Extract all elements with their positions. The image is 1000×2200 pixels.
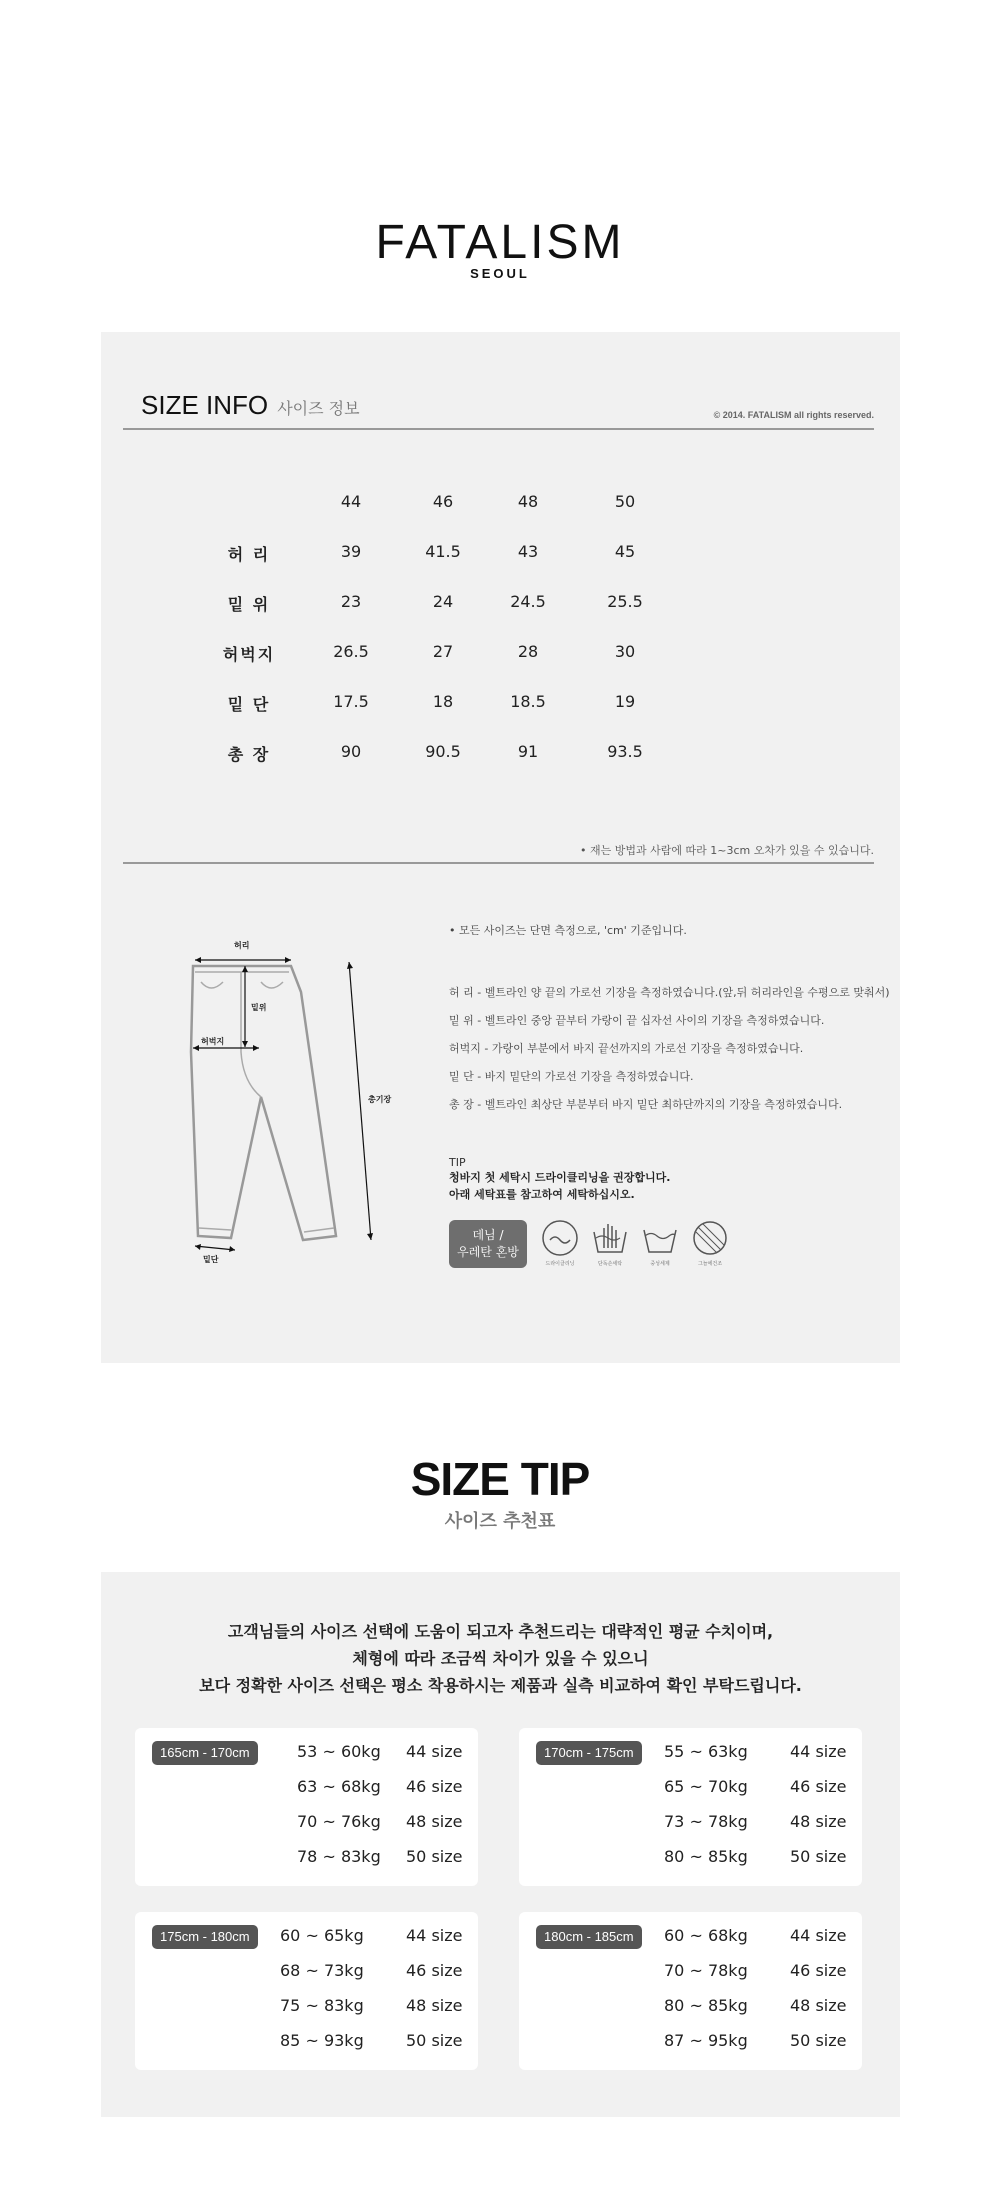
copyright: © 2014. FATALISM all rights reserved. bbox=[713, 410, 874, 420]
care-icon-item bbox=[685, 1218, 735, 1267]
size-value: 46 size bbox=[790, 1777, 847, 1796]
care-caption: 단독손세탁 bbox=[597, 1261, 623, 1267]
length-label: 총기장 bbox=[368, 1095, 392, 1104]
table-cell: 93.5 bbox=[607, 742, 643, 761]
size-value: 48 size bbox=[790, 1812, 847, 1831]
pants-icon bbox=[171, 932, 401, 1262]
size-header: 46 bbox=[432, 492, 454, 511]
table-cell: 27 bbox=[432, 642, 454, 661]
neutral-detergent-icon bbox=[640, 1218, 680, 1258]
size-value: 44 size bbox=[406, 1742, 463, 1761]
table-cell: 24.5 bbox=[510, 592, 546, 611]
badge-line: 우레탄 혼방 bbox=[457, 1245, 519, 1259]
size-info-subtitle: 사이즈 정보 bbox=[277, 399, 360, 418]
weight-range: 65 ~ 70kg bbox=[664, 1777, 748, 1796]
size-value: 46 size bbox=[790, 1961, 847, 1980]
size-value: 48 size bbox=[406, 1812, 463, 1831]
weight-range: 87 ~ 95kg bbox=[664, 2031, 748, 2050]
care-icon-item bbox=[535, 1218, 585, 1267]
weight-range: 63 ~ 68kg bbox=[297, 1777, 381, 1796]
table-cell: 30 bbox=[614, 642, 636, 661]
row-label: 밑 단 bbox=[227, 695, 271, 714]
tip-line: 아래 세탁표를 참고하여 세탁하십시오. bbox=[449, 1188, 635, 1201]
measurement-guide bbox=[449, 922, 890, 1111]
table-cell: 91 bbox=[517, 742, 539, 761]
wash-tip bbox=[449, 1156, 670, 1203]
tip-label: TIP bbox=[449, 1156, 466, 1169]
brand-logo bbox=[0, 218, 1000, 281]
dry-clean-icon bbox=[540, 1218, 580, 1258]
measure-item: 허벅지 - 가랑이 부분에서 바지 끝선까지의 가로선 기장을 측정하였습니다. bbox=[449, 1042, 804, 1055]
measure-item: 밑 단 - 바지 밑단의 가로선 기장을 측정하였습니다. bbox=[449, 1070, 694, 1083]
weight-range: 70 ~ 76kg bbox=[297, 1812, 381, 1831]
weight-range: 60 ~ 68kg bbox=[664, 1926, 748, 1945]
intro-line: 고객님들의 사이즈 선택에 도움이 되고자 추천드리는 대략적인 평균 수치이며, bbox=[227, 1622, 774, 1641]
measurement-note: • 재는 방법과 사람에 따라 1~3cm 오차가 있을 수 있습니다. bbox=[580, 844, 874, 857]
tip-line: 청바지 첫 세탁시 드라이클리닝을 권장합니다. bbox=[449, 1171, 671, 1184]
intro-line: 체형에 따라 조금씩 차이가 있을 수 있으니 bbox=[352, 1649, 649, 1668]
table-row bbox=[101, 642, 900, 666]
shade-dry-icon bbox=[690, 1218, 730, 1258]
size-tip-subtitle: 사이즈 추천표 bbox=[444, 1511, 556, 1532]
measure-item: 밑 위 - 벨트라인 중앙 끝부터 가랑이 끝 십자선 사이의 기장을 측정하였습니다. bbox=[449, 1014, 825, 1027]
size-header: 44 bbox=[340, 492, 362, 511]
weight-range: 55 ~ 63kg bbox=[664, 1742, 748, 1761]
care-caption: 중성세제 bbox=[650, 1261, 670, 1267]
row-label: 총 장 bbox=[227, 745, 271, 764]
size-header: 50 bbox=[614, 492, 636, 511]
measure-intro: • 모든 사이즈는 단면 측정으로, 'cm' 기준입니다. bbox=[449, 924, 687, 937]
row-label: 밑 위 bbox=[227, 595, 271, 614]
size-value: 50 size bbox=[790, 1847, 847, 1866]
size-value: 50 size bbox=[790, 2031, 847, 2050]
hand-wash-icon bbox=[590, 1218, 630, 1258]
table-cell: 41.5 bbox=[425, 542, 461, 561]
size-card bbox=[135, 1912, 478, 2070]
table-cell: 23 bbox=[340, 592, 362, 611]
size-card bbox=[519, 1728, 862, 1886]
care-caption: 드라이클리닝 bbox=[545, 1261, 575, 1267]
size-table-header bbox=[101, 492, 900, 516]
size-value: 46 size bbox=[406, 1777, 463, 1796]
thigh-label: 허벅지 bbox=[201, 1037, 225, 1046]
table-cell: 19 bbox=[614, 692, 636, 711]
table-cell: 43 bbox=[517, 542, 539, 561]
size-info-title: SIZE INFO bbox=[141, 390, 269, 420]
table-cell: 17.5 bbox=[333, 692, 369, 711]
table-cell: 18 bbox=[432, 692, 454, 711]
size-card bbox=[519, 1912, 862, 2070]
weight-range: 80 ~ 85kg bbox=[664, 1996, 748, 2015]
brand-sub: SEOUL bbox=[470, 266, 530, 281]
size-value: 48 size bbox=[406, 1996, 463, 2015]
row-label: 허벅지 bbox=[222, 645, 276, 664]
care-caption: 그늘에건조 bbox=[697, 1261, 723, 1267]
care-icon-item bbox=[585, 1218, 635, 1267]
waist-label: 허리 bbox=[234, 941, 250, 950]
size-value: 50 size bbox=[406, 2031, 463, 2050]
badge-line: 데님 / bbox=[472, 1228, 504, 1242]
weight-range: 60 ~ 65kg bbox=[280, 1926, 364, 1945]
hem-label: 밑단 bbox=[203, 1255, 219, 1264]
table-cell: 90.5 bbox=[425, 742, 461, 761]
care-icon-item bbox=[635, 1218, 685, 1267]
size-tip-intro bbox=[101, 1618, 900, 1699]
weight-range: 73 ~ 78kg bbox=[664, 1812, 748, 1831]
table-row bbox=[101, 542, 900, 566]
table-cell: 25.5 bbox=[607, 592, 643, 611]
size-tip-title: SIZE TIP bbox=[410, 1453, 590, 1505]
row-label: 허 리 bbox=[227, 545, 271, 564]
table-cell: 90 bbox=[340, 742, 362, 761]
height-badge: 175cm - 180cm bbox=[152, 1925, 258, 1949]
divider bbox=[123, 862, 874, 864]
size-value: 46 size bbox=[406, 1961, 463, 1980]
size-card bbox=[135, 1728, 478, 1886]
measure-item: 허 리 - 벨트라인 양 끝의 가로선 기장을 측정하였습니다.(앞,뒤 허리라인을 수평으로 맞춰서) bbox=[449, 986, 890, 999]
height-badge: 170cm - 175cm bbox=[536, 1741, 642, 1765]
weight-range: 78 ~ 83kg bbox=[297, 1847, 381, 1866]
brand-name: FATALISM bbox=[375, 216, 625, 269]
pants-diagram bbox=[171, 932, 401, 1262]
divider bbox=[123, 428, 874, 430]
size-value: 48 size bbox=[790, 1996, 847, 2015]
table-cell: 26.5 bbox=[333, 642, 369, 661]
intro-line: 보다 정확한 사이즈 선택은 평소 착용하시는 제품과 실측 비교하여 확인 부탁드립니다. bbox=[199, 1676, 802, 1695]
weight-range: 85 ~ 93kg bbox=[280, 2031, 364, 2050]
table-cell: 39 bbox=[340, 542, 362, 561]
size-tip-panel bbox=[101, 1572, 900, 2117]
size-value: 44 size bbox=[790, 1926, 847, 1945]
table-row bbox=[101, 592, 900, 616]
table-cell: 18.5 bbox=[510, 692, 546, 711]
size-header: 48 bbox=[517, 492, 539, 511]
size-value: 44 size bbox=[790, 1742, 847, 1761]
weight-range: 80 ~ 85kg bbox=[664, 1847, 748, 1866]
size-value: 50 size bbox=[406, 1847, 463, 1866]
weight-range: 68 ~ 73kg bbox=[280, 1961, 364, 1980]
table-cell: 24 bbox=[432, 592, 454, 611]
size-info-heading bbox=[141, 390, 360, 421]
table-cell: 45 bbox=[614, 542, 636, 561]
weight-range: 53 ~ 60kg bbox=[297, 1742, 381, 1761]
denim-badge bbox=[449, 1220, 527, 1268]
height-badge: 180cm - 185cm bbox=[536, 1925, 642, 1949]
height-badge: 165cm - 170cm bbox=[152, 1741, 258, 1765]
measure-item: 총 장 - 벨트라인 최상단 부분부터 바지 밑단 최하단까지의 기장을 측정하였습니다. bbox=[449, 1098, 843, 1111]
table-cell: 28 bbox=[517, 642, 539, 661]
size-info-panel bbox=[101, 332, 900, 1363]
rise-label: 밑위 bbox=[251, 1003, 267, 1012]
table-row bbox=[101, 742, 900, 766]
size-value: 44 size bbox=[406, 1926, 463, 1945]
table-row bbox=[101, 692, 900, 716]
weight-range: 70 ~ 78kg bbox=[664, 1961, 748, 1980]
weight-range: 75 ~ 83kg bbox=[280, 1996, 364, 2015]
